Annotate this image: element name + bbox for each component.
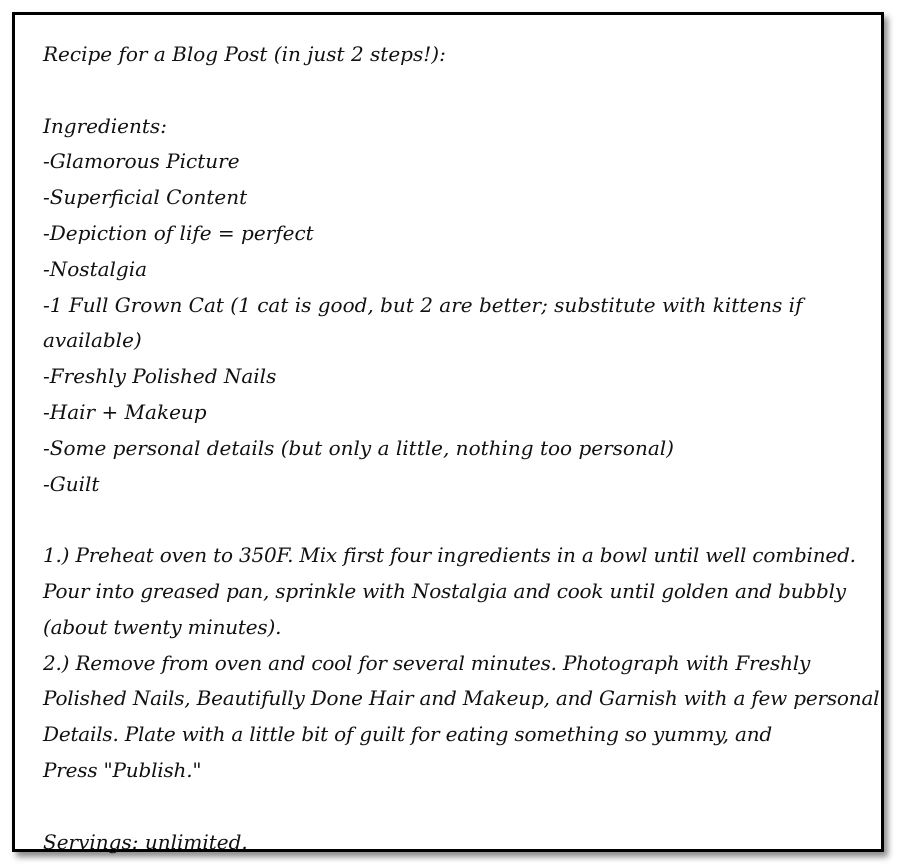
step-line: 1.) Preheat oven to 350F. Mix first four ingredients in a bowl until well combined. [43,543,856,568]
step-line: Press "Publish." [43,757,202,782]
ingredients-list [43,144,867,502]
ingredient-item: -Hair + Makeup [43,399,207,424]
step-line: Pour into greased pan, sprinkle with Nostalgia and cook until golden and bubbly [43,578,846,603]
ingredient-item: -Freshly Polished Nails [43,364,277,389]
ingredient-item: available) [43,328,142,353]
recipe-card [12,12,884,852]
ingredient-item: -Glamorous Picture [43,149,240,174]
step-line: (about twenty minutes). [43,614,282,639]
recipe-title: Recipe for a Blog Post (in just 2 steps!): [43,42,446,66]
steps-list [43,538,880,789]
ingredients-heading: Ingredients: [43,113,167,138]
ingredient-item: -Some personal details (but only a little, nothing too personal) [43,435,674,460]
recipe-note [43,37,880,860]
ingredient-item: -Depiction of life = perfect [43,220,314,245]
ingredient-item: -Nostalgia [43,256,148,281]
step-line: Polished Nails, Beautifully Done Hair and Makeup, and Garnish with a few personal [43,686,880,711]
spacer [43,502,867,538]
step-line: Details. Plate with a little bit of guilt for eating something so yummy, and [43,722,772,747]
ingredient-item: -1 Full Grown Cat (1 cat is good, but 2 are better; substitute with kittens if [43,292,803,317]
step-line: 2.) Remove from oven and cool for several minutes. Photograph with Freshly [43,650,811,675]
ingredient-item: -Superficial Content [43,185,248,210]
servings-text: Servings: unlimited. [43,829,248,854]
spacer [43,73,867,109]
ingredient-item: -Guilt [43,471,100,496]
spacer [43,789,867,825]
